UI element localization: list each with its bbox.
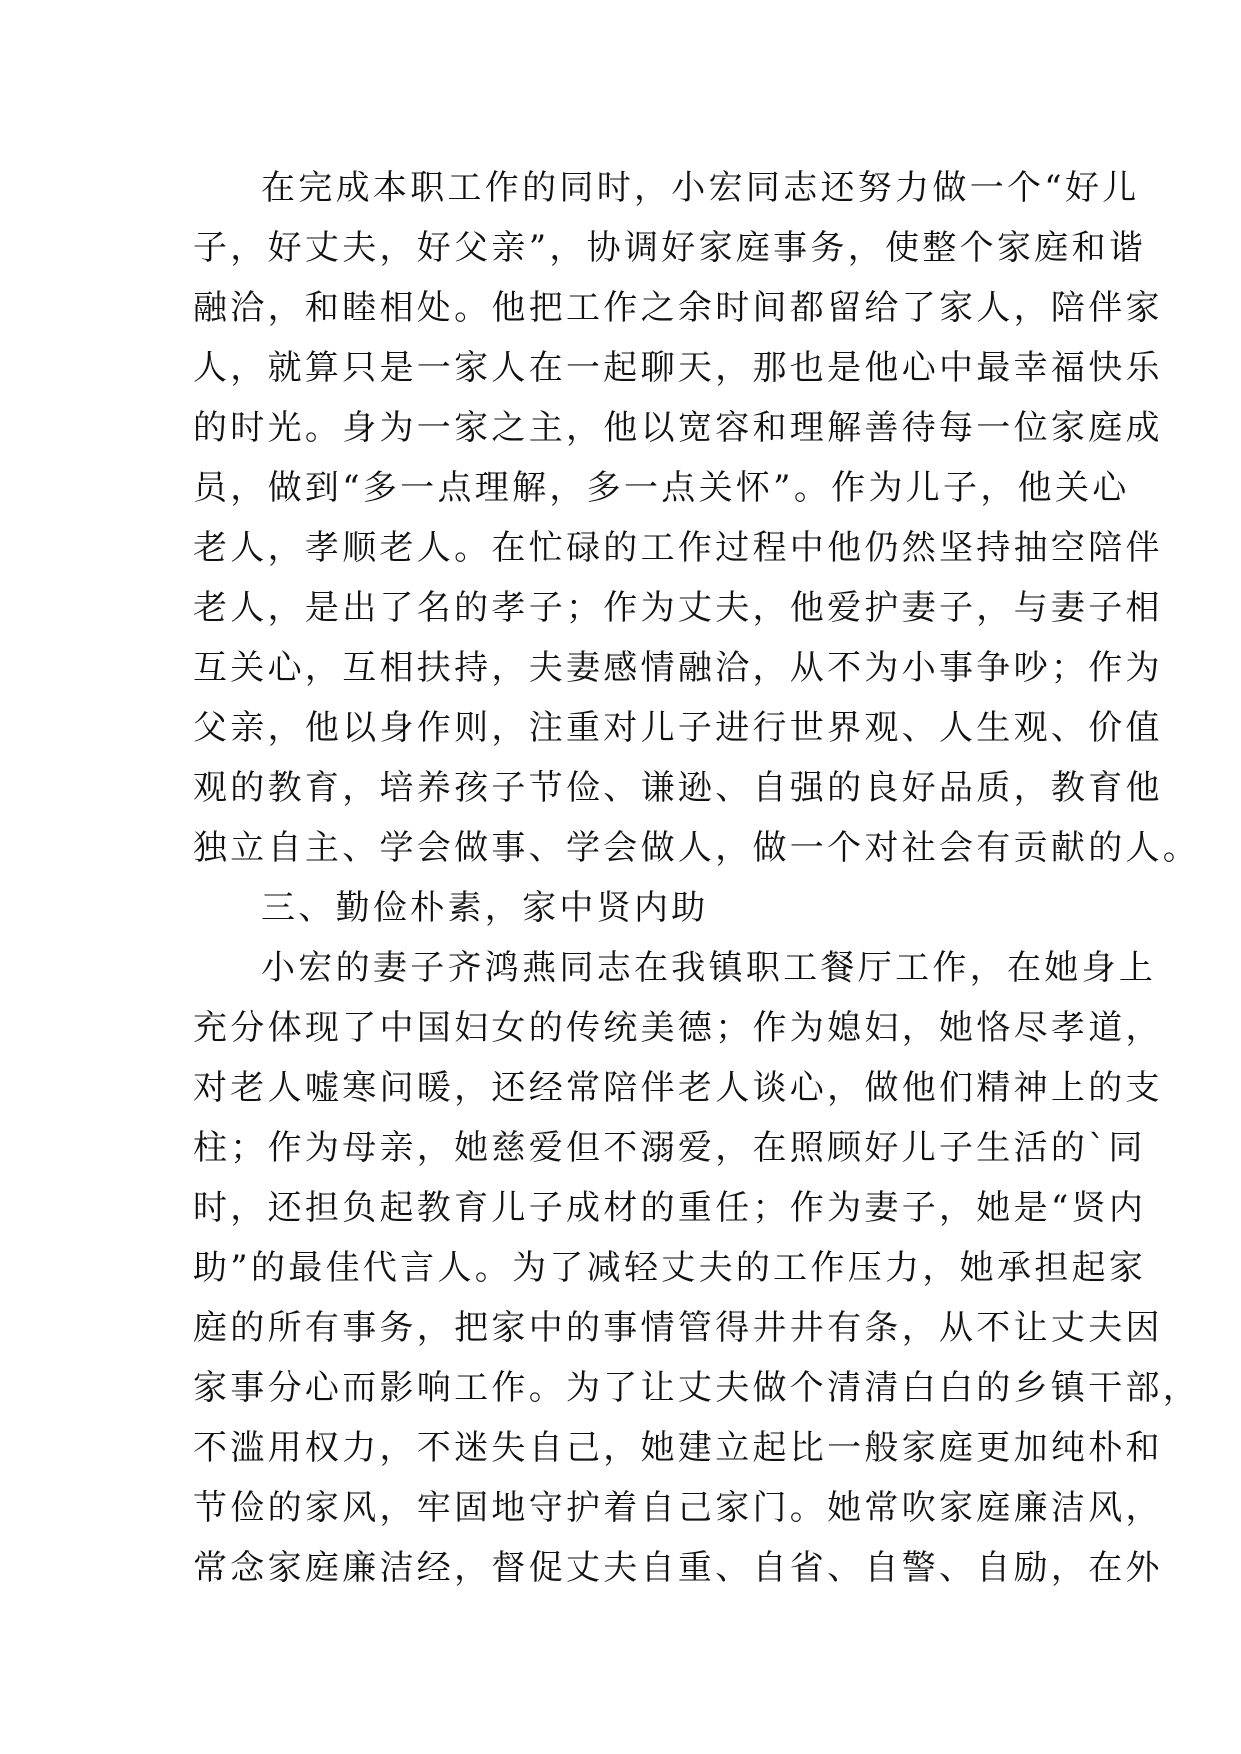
paragraph-line: 员，做到“多一点理解，多一点关怀”。作为儿子，他关心 xyxy=(193,468,1130,508)
paragraph-line: 助”的最佳代言人。为了减轻丈夫的工作压力，她承担起家 xyxy=(193,1248,1147,1288)
paragraph-line: 子，好丈夫，好父亲”，协调好家庭事务，使整个家庭和谐 xyxy=(193,228,1147,268)
paragraph-line: 常念家庭廉洁经，督促丈夫自重、自省、自警、自励，在外 xyxy=(193,1548,1163,1588)
paragraph-line: 在完成本职工作的同时，小宏同志还努力做一个“好儿 xyxy=(261,168,1140,208)
paragraph-line: 独立自主、学会做事、学会做人，做一个对社会有贡献的人。 xyxy=(193,828,1201,868)
paragraph-line: 融洽，和睦相处。他把工作之余时间都留给了家人，陪伴家 xyxy=(193,288,1163,328)
paragraph-line: 充分体现了中国妇女的传统美德；作为媳妇，她恪尽孝道， xyxy=(193,1008,1163,1048)
paragraph-line: 互关心，互相扶持，夫妻感情融洽，从不为小事争吵；作为 xyxy=(193,648,1163,688)
paragraph-line: 老人，孝顺老人。在忙碌的工作过程中他仍然坚持抽空陪伴 xyxy=(193,528,1163,568)
paragraph-line: 观的教育，培养孩子节俭、谦逊、自强的良好品质，教育他 xyxy=(193,768,1163,808)
paragraph-line: 柱；作为母亲，她慈爱但不溺爱，在照顾好儿子生活的`同 xyxy=(193,1128,1146,1168)
paragraph-line: 人，就算只是一家人在一起聊天，那也是他心中最幸福快乐 xyxy=(193,348,1163,388)
paragraph-line: 小宏的妻子齐鸿燕同志在我镇职工餐厅工作，在她身上 xyxy=(261,948,1157,988)
paragraph-line: 家事分心而影响工作。为了让丈夫做个清清白白的乡镇干部， xyxy=(193,1368,1201,1408)
paragraph-line: 时，还担负起教育儿子成材的重任；作为妻子，她是“贤内 xyxy=(193,1188,1147,1228)
paragraph-line: 庭的所有事务，把家中的事情管得井井有条，从不让丈夫因 xyxy=(193,1308,1163,1348)
paragraph-line: 老人，是出了名的孝子；作为丈夫，他爱护妻子，与妻子相 xyxy=(193,588,1163,628)
paragraph-line: 父亲，他以身作则，注重对儿子进行世界观、人生观、价值 xyxy=(193,708,1163,748)
paragraph-line: 节俭的家风，牢固地守护着自己家门。她常吹家庭廉洁风， xyxy=(193,1488,1163,1528)
section-heading: 三、勤俭朴素，家中贤内助 xyxy=(261,888,709,928)
paragraph-line: 不滥用权力，不迷失自己，她建立起比一般家庭更加纯朴和 xyxy=(193,1428,1163,1468)
paragraph-line: 对老人嘘寒问暖，还经常陪伴老人谈心，做他们精神上的支 xyxy=(193,1068,1163,1108)
body-text xyxy=(193,158,1201,1598)
paragraph-line: 的时光。身为一家之主，他以宽容和理解善待每一位家庭成 xyxy=(193,408,1163,448)
